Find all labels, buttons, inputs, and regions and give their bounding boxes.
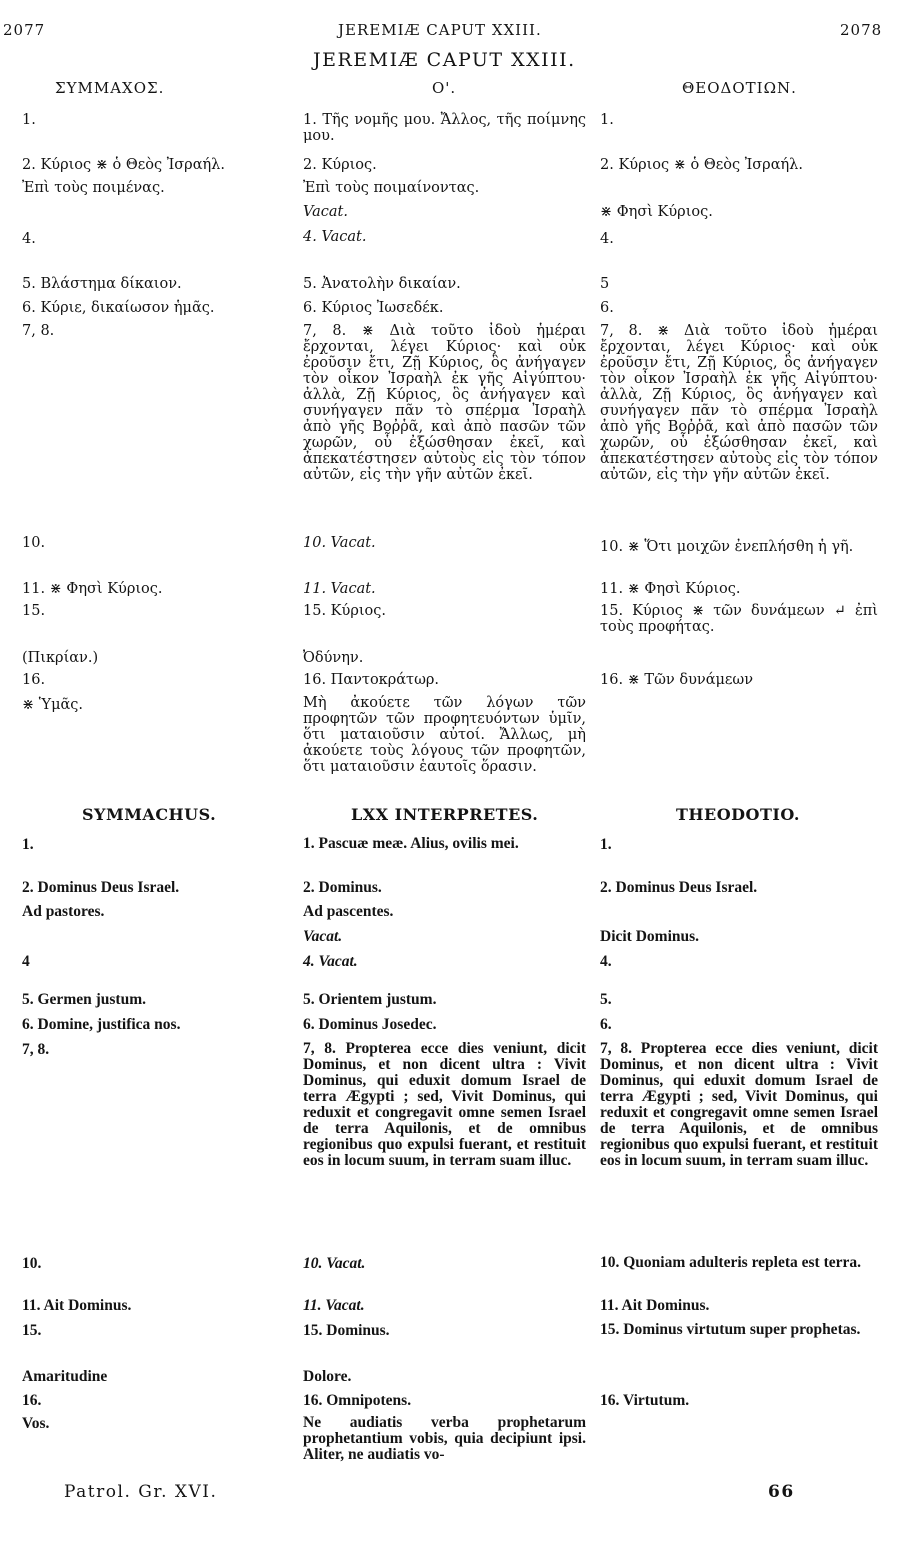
latin-theodotion-line-2: 2. Dominus Deus Israel.	[600, 879, 758, 896]
greek-theodotion-line-3: ⋇ Φησὶ Κύριος.	[600, 204, 713, 220]
greek-symmachus-line-8: 10.	[22, 535, 46, 551]
latin-symmachus-line-9: 11. Ait Dominus.	[22, 1297, 132, 1314]
greek-lxx-line-8: 7, 8. ⋇ Διὰ τοῦτο ἰδοὺ ἡμέραι ἔρχονται, λέγει Κύριος· καὶ οὐκ ἐροῦσιν ἔτι, Ζῇ Κύριος, ὃς ἀνήγαγεν τὸν οἶκον Ἰσραὴλ ἐκ γῆς Αἰγύπτου· ἀλλὰ, Ζῇ Κύριος, ὃς ἀνήγαγεν καὶ συνήγαγεν πᾶν τὸ σπέρμα Ἰσραὴλ ἀπὸ γῆς Βοῤῥᾶ, καὶ ἀπὸ πασῶν τῶν χωρῶν, οὗ ἐξώσθησαν ἐκεῖ, καὶ ἀπεκατέστησεν αὐτοὺς εἰς τὸν τόπον αὐτῶν, εἰς τὴν γῆν αὐτῶν ἐκεῖ.	[303, 323, 586, 483]
latin-lxx-line-14: Ne audiatis verba prophetarum prophetantium vobis, quia decipiunt ipsi. Aliter, ne audiatis vo-	[303, 1414, 586, 1463]
latin-header-symmachus: SYMMACHUS.	[82, 805, 217, 824]
greek-symmachus-line-6: 6. Κύριε, δικαίωσον ἡμᾶς.	[22, 300, 215, 316]
running-title: JEREMIÆ CAPUT XXIII.	[338, 21, 542, 39]
latin-symmachus-line-5: 5. Germen justum.	[22, 991, 146, 1008]
greek-theodotion-line-8: 10. ⋇ Ὅτι μοιχῶν ἐνεπλήσθη ἡ γῆ.	[600, 539, 854, 555]
latin-header-theodotion: THEODOTIO.	[676, 805, 800, 824]
greek-theodotion-line-1: 1.	[600, 112, 614, 128]
latin-symmachus-line-4: 4	[22, 953, 30, 970]
greek-lxx-line-3: Ἐπὶ τοὺς ποιμαίνοντας.	[303, 180, 480, 196]
latin-lxx-line-9: 10. Vacat.	[303, 1255, 366, 1272]
page-number-right: 2078	[840, 21, 883, 39]
greek-theodotion-line-2: 2. Κύριος ⋇ ὁ Θεὸς Ἰσραήλ.	[600, 157, 803, 173]
greek-symmachus-line-4: 4.	[22, 231, 36, 247]
latin-symmachus-line-1: 1.	[22, 836, 34, 853]
greek-symmachus-line-12: 16.	[22, 672, 46, 688]
greek-lxx-line-14: Μὴ ἀκούετε τῶν λόγων τῶν προφητῶν τῶν προφητευόντων ὑμῖν, ὅτι ματαιοῦσιν αὐτοί. Ἄλλως, μὴ ἀκούετε τοὺς λόγους τῶν προφητῶν, ὅτι ματαιοῦσιν ἑαυτοῖς ὅρασιν.	[303, 695, 586, 775]
greek-lxx-line-7: 6. Κύριος Ἰωσεδέκ.	[303, 300, 444, 316]
greek-lxx-line-9: 10. Vacat.	[303, 535, 376, 551]
greek-theodotion-line-6: 6.	[600, 300, 614, 316]
greek-lxx-line-1: 1. Τῆς νομῆς μου. Ἄλλος, τῆς ποίμνης μου.	[303, 112, 586, 144]
latin-theodotion-line-8: 10. Quoniam adulteris repleta est terra.	[600, 1254, 862, 1271]
greek-lxx-line-2: 2. Κύριος.	[303, 157, 377, 173]
greek-symmachus-line-5: 5. Βλάστημα δίκαιον.	[22, 276, 182, 292]
greek-symmachus-line-9: 11. ⋇ Φησὶ Κύριος.	[22, 581, 163, 597]
greek-symmachus-line-10: 15.	[22, 603, 46, 619]
greek-theodotion-line-9: 11. ⋇ Φησὶ Κύριος.	[600, 581, 741, 597]
latin-lxx-line-11: 15. Dominus.	[303, 1322, 390, 1339]
latin-lxx-line-2: 2. Dominus.	[303, 879, 382, 896]
latin-theodotion-line-10: 15. Dominus virtutum super prophetas.	[600, 1321, 861, 1338]
greek-lxx-line-4: Vacat.	[303, 204, 348, 220]
chapter-title: JEREMIÆ CAPUT XXIII.	[313, 49, 576, 71]
latin-lxx-line-7: 6. Dominus Josedec.	[303, 1016, 437, 1033]
greek-lxx-line-13: 16. Παντοκράτωρ.	[303, 672, 440, 688]
latin-theodotion-line-1: 1.	[600, 836, 612, 853]
greek-header-theodotion: ΘΕΟΔΟΤΙΩΝ.	[682, 79, 797, 97]
latin-symmachus-line-6: 6. Domine, justifica nos.	[22, 1016, 181, 1033]
latin-symmachus-line-7: 7, 8.	[22, 1041, 50, 1058]
latin-theodotion-line-3: Dicit Dominus.	[600, 928, 700, 945]
greek-theodotion-line-11: 16. ⋇ Τῶν δυνάμεων	[600, 672, 754, 688]
latin-header-lxx: LXX INTERPRETES.	[351, 805, 539, 824]
greek-theodotion-line-7: 7, 8. ⋇ Διὰ τοῦτο ἰδοὺ ἡμέραι ἔρχονται, λέγει Κύριος· καὶ οὐκ ἐροῦσιν ἔτι, Ζῇ Κύριος, ὃς ἀνήγαγεν τὸν οἶκον Ἰσραὴλ ἐκ γῆς Αἰγύπτου· ἀλλὰ, Ζῇ Κύριος, ὃς ἀνήγαγεν καὶ συνήγαγεν πᾶν τὸ σπέρμα Ἰσραὴλ ἀπὸ γῆς Βοῤῥᾶ, καὶ ἀπὸ πασῶν τῶν χωρῶν, οὗ ἐξώσθησαν ἐκεῖ, καὶ ἀπεκατέστησεν αὐτοὺς εἰς τὸν τόπον αὐτῶν, εἰς τὴν γῆν αὐτῶν ἐκεῖ.	[600, 323, 878, 483]
greek-symmachus-line-11: (Πικρίαν.)	[22, 650, 99, 666]
greek-theodotion-line-4: 4.	[600, 231, 614, 247]
latin-lxx-line-1: 1. Pascuæ meæ. Alius, ovilis mei.	[303, 835, 519, 852]
footer-signature: 66	[768, 1482, 795, 1502]
greek-symmachus-line-13: ⋇ Ὑμᾶς.	[22, 697, 84, 713]
latin-theodotion-line-4: 4.	[600, 953, 612, 970]
latin-symmachus-line-10: 15.	[22, 1322, 42, 1339]
greek-theodotion-line-10: 15. Κύριος ⋇ τῶν δυνάμεων ↵ ἐπὶ τοὺς προφήτας.	[600, 603, 878, 635]
greek-lxx-line-12: Ὀδύνην.	[303, 650, 364, 666]
greek-symmachus-line-3: Ἐπὶ τοὺς ποιμένας.	[22, 180, 165, 196]
latin-lxx-line-6: 5. Orientem justum.	[303, 991, 437, 1008]
page-number-left: 2077	[3, 21, 46, 39]
latin-symmachus-line-2: 2. Dominus Deus Israel.	[22, 879, 180, 896]
latin-theodotion-line-5: 5.	[600, 991, 612, 1008]
greek-symmachus-line-1: 1.	[22, 112, 36, 128]
greek-header-lxx: Ο'.	[432, 79, 457, 97]
latin-symmachus-line-3: Ad pastores.	[22, 903, 105, 920]
latin-symmachus-line-11: Amaritudine	[22, 1368, 108, 1385]
latin-symmachus-line-13: Vos.	[22, 1415, 50, 1432]
latin-lxx-line-10: 11. Vacat.	[303, 1297, 365, 1314]
latin-lxx-line-8: 7, 8. Propterea ecce dies veniunt, dicit Dominus, et non dicent ultra : Vivit Dominus, qui eduxit domum Israel de terra Ægypti ; sed, Vivit Dominus, qui reduxit et congregavit omne semen Israel de terra Aquilonis, et de omnibus regionibus quo expulsi fuerant, et restituit eos in locum suum, in terram suam illuc.	[303, 1040, 586, 1169]
greek-lxx-line-10: 11. Vacat.	[303, 581, 376, 597]
footer-volume: Patrol. Gr. XVI.	[64, 1482, 218, 1502]
latin-theodotion-line-11: 16. Virtutum.	[600, 1392, 690, 1409]
latin-lxx-line-4: Vacat.	[303, 928, 343, 945]
latin-symmachus-line-12: 16.	[22, 1392, 42, 1409]
greek-symmachus-line-7: 7, 8.	[22, 323, 55, 339]
greek-symmachus-line-2: 2. Κύριος ⋇ ὁ Θεὸς Ἰσραήλ.	[22, 157, 225, 173]
latin-lxx-line-3: Ad pascentes.	[303, 903, 394, 920]
latin-symmachus-line-8: 10.	[22, 1255, 42, 1272]
latin-lxx-line-5: 4. Vacat.	[303, 953, 358, 970]
greek-header-symmachus: ΣΥΜΜΑΧΟΣ.	[55, 79, 165, 97]
latin-theodotion-line-9: 11. Ait Dominus.	[600, 1297, 710, 1314]
greek-lxx-line-5: 4. Vacat.	[303, 229, 367, 245]
latin-theodotion-line-6: 6.	[600, 1016, 612, 1033]
greek-lxx-line-6: 5. Ἀνατολὴν δικαίαν.	[303, 276, 461, 292]
latin-theodotion-line-7: 7, 8. Propterea ecce dies veniunt, dicit Dominus, et non dicent ultra : Vivit Dominus, qui eduxit domum Israel de terra Ægypti ; sed, Vivit Dominus, qui reduxit et congregavit omne semen Israel de terra Aquilonis, et de omnibus regionibus quo expulsi fuerant, et restituit eos in locum suum, in terram suam illuc.	[600, 1040, 878, 1169]
greek-theodotion-line-5: 5	[600, 276, 610, 292]
latin-lxx-line-13: 16. Omnipotens.	[303, 1392, 412, 1409]
latin-lxx-line-12: Dolore.	[303, 1368, 352, 1385]
greek-lxx-line-11: 15. Κύριος.	[303, 603, 386, 619]
